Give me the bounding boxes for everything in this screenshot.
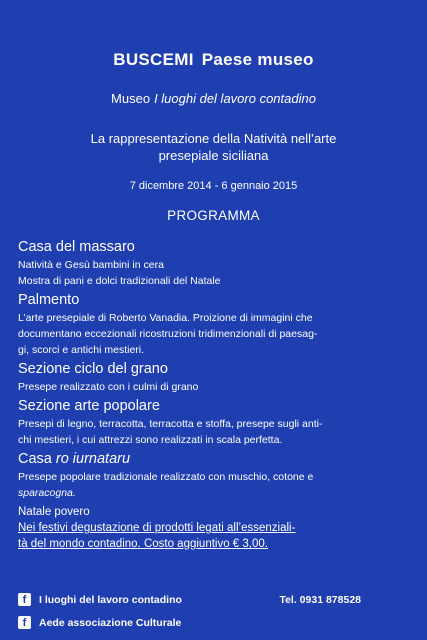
title-rest: Paese museo xyxy=(201,50,314,69)
section-natale-povero xyxy=(18,505,413,552)
museo-line xyxy=(0,91,427,106)
museo-label: Museo xyxy=(111,91,151,106)
section-line: documentano eccezionali ricostruzioni tridimenzionali di paesag- xyxy=(18,328,318,340)
museo-name: I luoghi del lavoro contadino xyxy=(154,91,316,106)
footer-aede-link[interactable]: Aede associazione Culturale xyxy=(39,616,182,629)
section-line-italic: sparacogna. xyxy=(18,487,76,499)
section-line: Presepe popolare tradizionale realizzato con muschio, cotone e xyxy=(18,471,314,483)
section-casa-massaro xyxy=(18,238,413,289)
footer-museo-link[interactable]: I luoghi del lavoro contadino xyxy=(39,593,182,606)
page-title xyxy=(0,50,427,70)
phone-number: Tel. 0931 878528 xyxy=(279,593,361,606)
section-palmento xyxy=(18,291,413,358)
footer-facebook-museo[interactable] xyxy=(18,593,413,606)
section-line: gi, scorci e antichi mestieri. xyxy=(18,344,145,356)
section-line: Natività e Gesù bambini in cera xyxy=(18,259,164,271)
facebook-icon: f xyxy=(18,616,31,629)
section-heading-italic: ro iurnataru xyxy=(55,451,131,467)
program-content xyxy=(18,236,413,552)
section-line: L’arte presepiale di Roberto Vanadia. Proizione di immagini che xyxy=(18,312,313,324)
natale-heading: Natale povero xyxy=(18,506,90,518)
subtitle xyxy=(0,130,427,164)
event-dates: 7 dicembre 2014 - 6 gennaio 2015 xyxy=(129,180,298,192)
facebook-icon: f xyxy=(18,593,31,606)
subtitle-line-1: La rappresentazione della Natività nell’arte xyxy=(90,131,337,146)
section-heading: Casa del massaro xyxy=(18,239,135,255)
title-town: BUSCEMI xyxy=(113,50,194,69)
section-heading: Sezione ciclo del grano xyxy=(18,361,168,377)
section-heading: Sezione arte popolare xyxy=(18,398,160,414)
natale-line: Nei festivi degustazione di prodotti legati all’essenziali- xyxy=(18,522,296,534)
section-ciclo-grano xyxy=(18,360,413,395)
programma-heading: PROGRAMMA xyxy=(167,208,260,223)
footer-facebook-aede[interactable] xyxy=(18,616,413,629)
section-heading: Palmento xyxy=(18,292,80,308)
section-line: chi mestieri, i cui attrezzi sono realizzati in scala perfetta. xyxy=(18,434,283,446)
section-heading xyxy=(18,450,413,469)
section-casa-iurnataru xyxy=(18,450,413,501)
section-line: Mostra di pani e dolci tradizionali del Natale xyxy=(18,275,221,287)
section-line: Presepi di legno, terracotta, terracotta e stoffa, presepe sugli anti- xyxy=(18,418,323,430)
section-line: Presepe realizzato con i culmi di grano xyxy=(18,381,199,393)
natale-line: tà del mondo contadino. Costo aggiuntivo € 3,00. xyxy=(18,538,268,550)
section-heading-pre: Casa xyxy=(18,451,56,467)
section-arte-popolare xyxy=(18,397,413,448)
subtitle-line-2: presepiale siciliana xyxy=(158,148,269,163)
